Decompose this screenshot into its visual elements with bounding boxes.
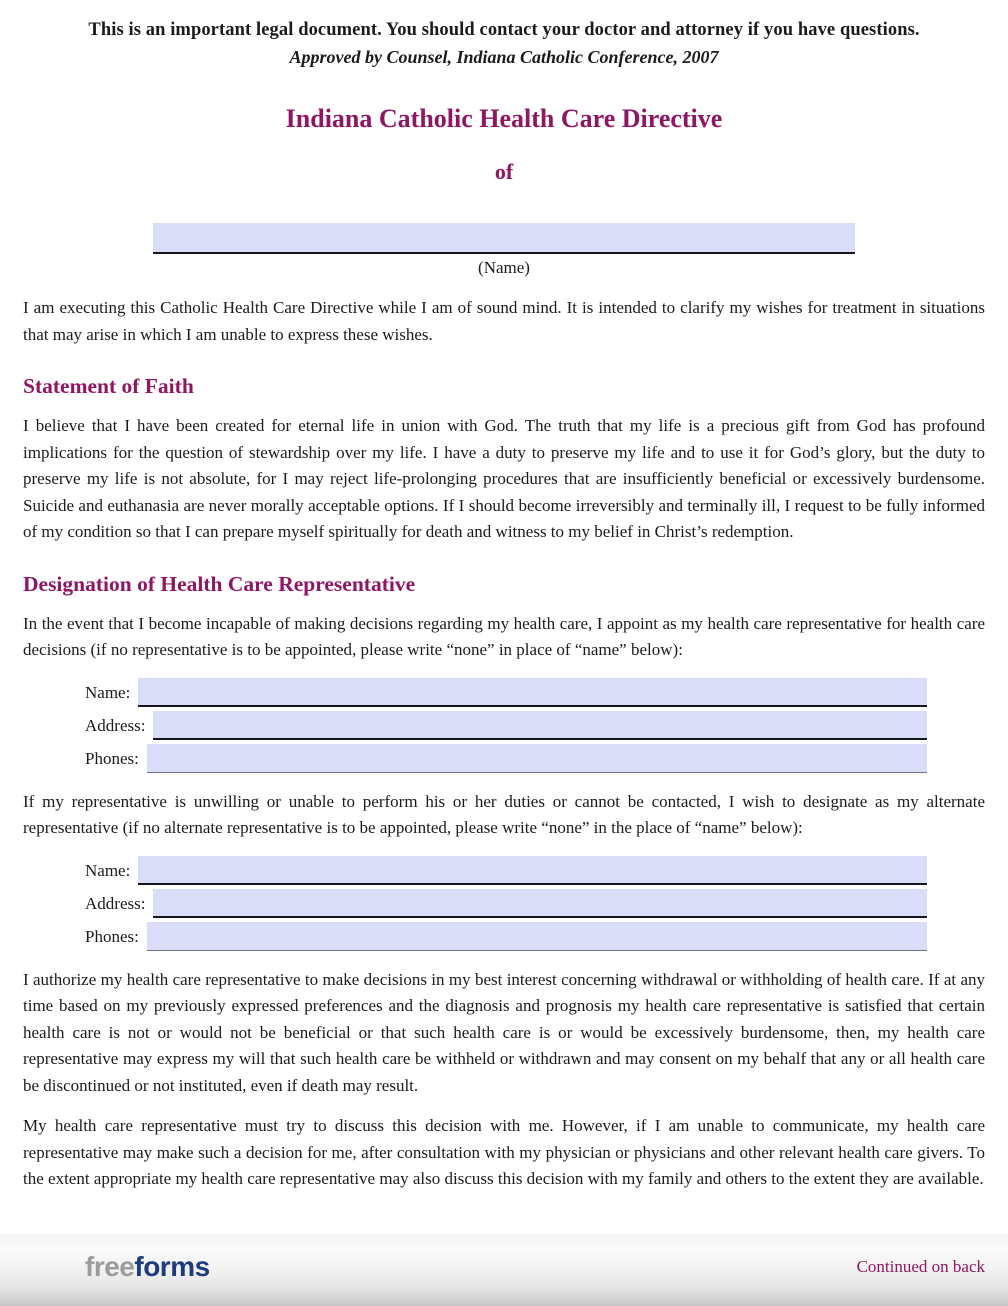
approved-by-line: Approved by Counsel, Indiana Catholic Conference, 2007 bbox=[289, 47, 719, 67]
primary-address-input[interactable] bbox=[153, 711, 927, 740]
declarant-name-input[interactable] bbox=[153, 223, 855, 254]
intro-paragraph: I am executing this Catholic Health Care Directive while I am of sound mind. It is intended to clarify my wishes for treatment in situations that may arise in which I am unable to express these wishes. bbox=[23, 298, 985, 344]
primary-phones-label: Phones: bbox=[85, 748, 139, 768]
freeforms-logo bbox=[85, 1251, 210, 1283]
title-of: of bbox=[494, 159, 514, 184]
logo-forms-part: forms bbox=[134, 1251, 210, 1282]
alternate-representative-fields bbox=[85, 856, 927, 951]
alternate-name-label: Name: bbox=[85, 860, 131, 880]
designation-intro-paragraph: In the event that I become incapable of making decisions regarding my health care, I appoint as my health care representative for health care decisions (if no representative is to be appointed, please write “none” in place of “name” below): bbox=[23, 613, 985, 659]
logo-free-part: free bbox=[85, 1251, 135, 1282]
primary-phones-row bbox=[85, 744, 927, 773]
legal-notice: This is an important legal document. You should contact your doctor and attorney if you have questions. bbox=[88, 20, 920, 40]
primary-address-label: Address: bbox=[85, 715, 146, 735]
page-title: Indiana Catholic Health Care Directive bbox=[285, 104, 723, 133]
faith-paragraph: I believe that I have been created for eternal life in union with God. The truth that my life is a precious gift from God has profound implications for the question of stewardship over my life. I have a duty to preserve my life and to use it for God’s glory, but the duty to preserve my life is not absolute, for I may reject life-prolonging procedures that are insufficiently beneficial or excessively burdensome. Suicide and euthanasia are never morally acceptable options. If I should become irreversibly and terminally ill, I request to be fully informed of my condition so that I can prepare myself spiritually for death and witness to my belief in Christ’s redemption. bbox=[23, 416, 985, 541]
alternate-address-row bbox=[85, 889, 927, 918]
primary-name-label: Name: bbox=[85, 682, 131, 702]
alternate-name-input[interactable] bbox=[138, 856, 927, 885]
alternate-intro-paragraph: If my representative is unwilling or unable to perform his or her duties or cannot be contacted, I wish to designate as my alternate representative (if no alternate representative is to be appointed, please write “none” in the place of “name” below): bbox=[23, 791, 985, 837]
primary-phones-input[interactable] bbox=[147, 744, 927, 773]
discuss-paragraph: My health care representative must try to discuss this decision with me. However, if I am unable to communicate, my health care representative may make such a decision for me, after consultation with my physician or physicians and other relevant health care givers. To the extent appropriate my health care representative may also discuss this decision with my family and others to the extent they are available. bbox=[23, 1116, 985, 1188]
primary-representative-fields bbox=[85, 678, 927, 773]
continued-on-back-label: Continued on back bbox=[856, 1257, 985, 1276]
section-heading-statement-of-faith: Statement of Faith bbox=[23, 374, 194, 398]
primary-address-row bbox=[85, 711, 927, 740]
alternate-phones-label: Phones: bbox=[85, 926, 139, 946]
name-caption: (Name) bbox=[478, 258, 530, 277]
declarant-name-field-wrap bbox=[153, 223, 855, 254]
alternate-name-row bbox=[85, 856, 927, 885]
alternate-phones-row bbox=[85, 922, 927, 951]
primary-name-row bbox=[85, 678, 927, 707]
alternate-address-input[interactable] bbox=[153, 889, 927, 918]
alternate-address-label: Address: bbox=[85, 893, 146, 913]
primary-name-input[interactable] bbox=[138, 678, 927, 707]
page-footer bbox=[0, 1234, 1008, 1306]
alternate-phones-input[interactable] bbox=[147, 922, 927, 951]
authorize-paragraph: I authorize my health care representative to make decisions in my best interest concerning withdrawal or withholding of health care. If at any time based on my previously expressed preferences and the diagnosis and prognosis my health care representative is satisfied that certain health care is not or would not be beneficial or that such health care is or would be excessively burdensome, then, my health care representative may express my will that such health care be withheld or withdrawn and may consent on my behalf that any or all health care be discontinued or not instituted, even if death may result. bbox=[23, 969, 985, 1095]
section-heading-designation: Designation of Health Care Representative bbox=[23, 571, 416, 596]
